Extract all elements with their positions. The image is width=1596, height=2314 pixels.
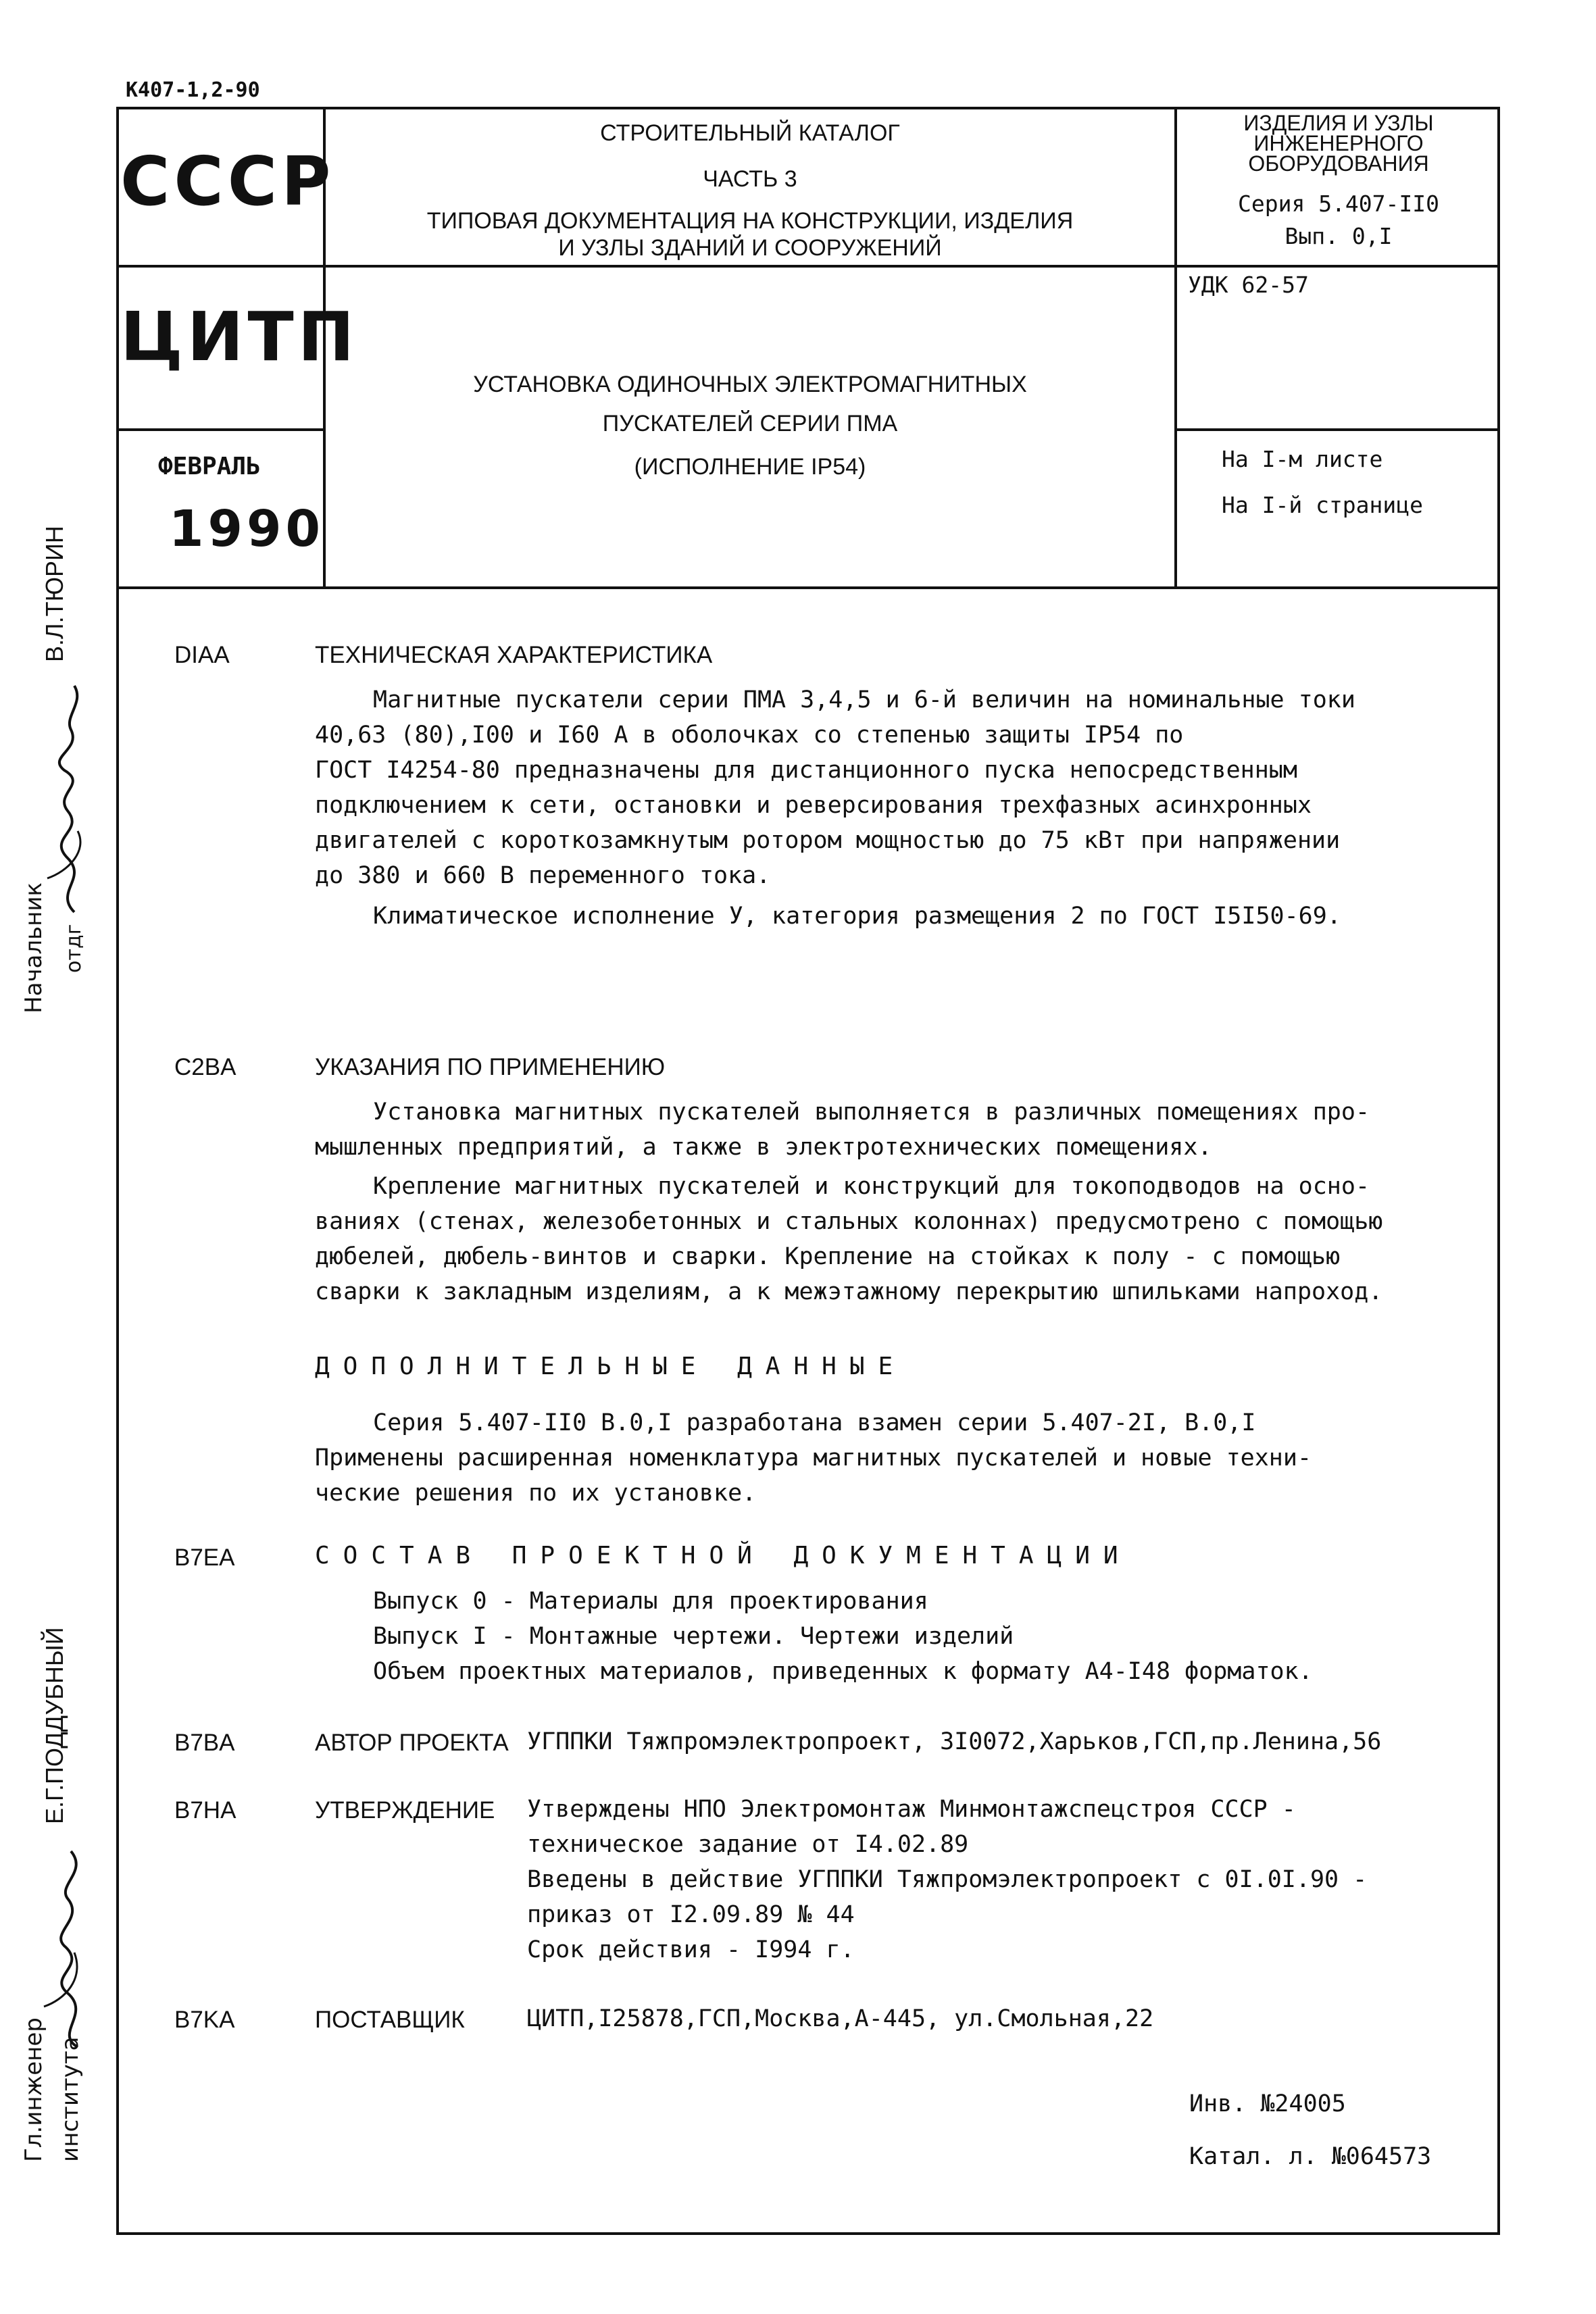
head-name: В.Л.ТЮРИН [41, 526, 68, 662]
section-code-usage: C2BA [174, 1054, 236, 1080]
tech-line-4: подключением к сети, остановки и реверсирования трехфазных асинхронных [315, 792, 1312, 819]
tech-line-1: Магнитные пускатели серии ПМА 3,4,5 и 6-й величин на номинальные токи [373, 686, 1355, 713]
chief-org: института [57, 2036, 84, 2162]
header-divider-right [1174, 107, 1177, 588]
category-line-1: ИЗДЕЛИЯ И УЗЛЫ [1243, 111, 1434, 135]
header-rule-left [116, 428, 323, 431]
catalog-line-3: ТИПОВАЯ ДОКУМЕНТАЦИЯ НА КОНСТРУКЦИИ, ИЗДЕЛИЯ [426, 208, 1074, 234]
doc-title-3: (ИСПОЛНЕНИЕ IP54) [634, 454, 866, 480]
catalog-part: ЧАСТЬ 3 [703, 166, 797, 192]
author-value: УГППКИ Тяжпромэлектропроект, 3I0072,Харьков,ГСП,пр.Ленина,56 [527, 1728, 1382, 1755]
section-code-author: B7BA [174, 1730, 235, 1756]
header-rule-1 [116, 265, 1500, 268]
tech-line-2: 40,63 (80),I00 и I60 А в оболочках со степенью защиты IP54 по [315, 722, 1184, 749]
supplier-value: ЦИТП,I25878,ГСП,Москва,А-445, ул.Смольная,22 [527, 2005, 1154, 2032]
citp-label: ЦИТП [120, 297, 359, 376]
udk-label: УДК 62-57 [1188, 272, 1309, 298]
header-rule-right [1174, 428, 1500, 431]
doc-code: К407-1,2-90 [126, 78, 260, 102]
approval-line-1: Утверждены НПО Электромонтаж Минмонтажспецстроя СССР - [527, 1796, 1296, 1823]
tech-line-5: двигателей с короткозамкнутым ротором мощностью до 75 кВт при напряжении [315, 827, 1341, 854]
tech-line-6: до 380 и 660 В переменного тока. [315, 862, 771, 889]
doc-title-2: ПУСКАТЕЛЕЙ СЕРИИ ПМА [602, 411, 898, 436]
doc-title-1: УСТАНОВКА ОДИНОЧНЫХ ЭЛЕКТРОМАГНИТНЫХ [473, 372, 1027, 397]
head-dept: отдг [62, 924, 86, 973]
section-code-tech: DIAA [174, 642, 230, 668]
approval-line-5: Срок действия - I994 г. [527, 1936, 855, 1963]
usage-p1-line-2: мышленных предприятий, а также в электротехнических помещениях. [315, 1134, 1212, 1161]
usage-p1-line-1: Установка магнитных пускателей выполняется в различных помещениях про- [373, 1099, 1370, 1126]
supplier-label: ПОСТАВЩИК [315, 2007, 465, 2033]
approval-line-3: Введены в действие УГППКИ Тяжпромэлектропроект с 0I.0I.90 - [527, 1866, 1368, 1893]
section-code-composition: B7EA [174, 1544, 235, 1571]
sheet-count: На I-м листе [1222, 446, 1383, 472]
chief-signature [27, 1838, 101, 2054]
inventory-number: Инв. №24005 [1189, 2090, 1346, 2117]
composition-line-3: Объем проектных материалов, приведенных к формату А4-I48 форматок. [373, 1658, 1313, 1685]
section-title-extra: ДОПОЛНИТЕЛЬНЫЕ ДАННЫЕ [315, 1353, 907, 1380]
extra-line-1: Серия 5.407-II0 В.0,I разработана взамен серии 5.407-2I, В.0,I [373, 1409, 1256, 1436]
year-label: 1990 [169, 500, 324, 558]
composition-line-2: Выпуск I - Монтажные чертежи. Чертежи изделий [373, 1623, 1014, 1650]
head-signature [27, 676, 101, 919]
approval-line-4: приказ от I2.09.89 № 44 [527, 1901, 855, 1928]
section-title-usage: УКАЗАНИЯ ПО ПРИМЕНЕНИЮ [315, 1054, 666, 1080]
usage-p2-line-4: сварки к закладным изделиям, а к межэтажному перекрытию шпильками напроход. [315, 1278, 1383, 1305]
tech-climate: Климатическое исполнение У, категория размещения 2 по ГОСТ I5I50-69. [373, 903, 1341, 930]
issue-label: Вып. 0,I [1285, 223, 1393, 249]
extra-line-3: ческие решения по их установке. [315, 1480, 757, 1507]
page-count: На I-й странице [1222, 492, 1424, 518]
section-title-tech: ТЕХНИЧЕСКАЯ ХАРАКТЕРИСТИКА [315, 642, 713, 668]
tech-line-3: ГОСТ I4254-80 предназначены для дистанционного пуска непосредственным [315, 757, 1297, 784]
chief-name: Е.Г.ПОДДУБНЫЙ [41, 1627, 68, 1824]
extra-line-2: Применены расширенная номенклатура магнитных пускателей и новые техни- [315, 1444, 1312, 1472]
composition-line-1: Выпуск 0 - Материалы для проектирования [373, 1588, 928, 1615]
approval-label: УТВЕРЖДЕНИЕ [315, 1797, 495, 1823]
ussr-label: СССР [120, 142, 335, 221]
category-line-3: ОБОРУДОВАНИЯ [1248, 151, 1429, 176]
category-line-2: ИНЖЕНЕРНОГО [1253, 131, 1424, 155]
section-code-supplier: B7KA [174, 2007, 235, 2033]
section-title-composition: СОСТАВ ПРОЕКТНОЙ ДОКУМЕНТАЦИИ [315, 1542, 1132, 1569]
header-rule-bottom [116, 586, 1500, 589]
catalog-sheet-number: Катал. л. №064573 [1189, 2143, 1432, 2170]
usage-p2-line-3: дюбелей, дюбель-винтов и сварки. Крепление на стойках к полу - с помощью [315, 1243, 1341, 1270]
approval-line-2: техническое задание от I4.02.89 [527, 1831, 969, 1858]
chief-title: Гл.инженер [20, 2017, 47, 2162]
catalog-title: СТРОИТЕЛЬНЫЙ КАТАЛОГ [600, 120, 900, 146]
series-label: Серия 5.407-II0 [1237, 191, 1439, 217]
usage-p2-line-1: Крепление магнитных пускателей и конструкций для токоподводов на осно- [373, 1173, 1370, 1200]
author-label: АВТОР ПРОЕКТА [315, 1730, 509, 1756]
month-label: ФЕВРАЛЬ [158, 453, 261, 480]
usage-p2-line-2: ваниях (стенах, железобетонных и стальных колоннах) предусмотрено с помощью [315, 1208, 1383, 1235]
catalog-line-4: И УЗЛЫ ЗДАНИЙ И СООРУЖЕНИЙ [558, 235, 942, 261]
head-title: Начальник [20, 882, 47, 1013]
section-code-approval: B7HA [174, 1797, 236, 1823]
